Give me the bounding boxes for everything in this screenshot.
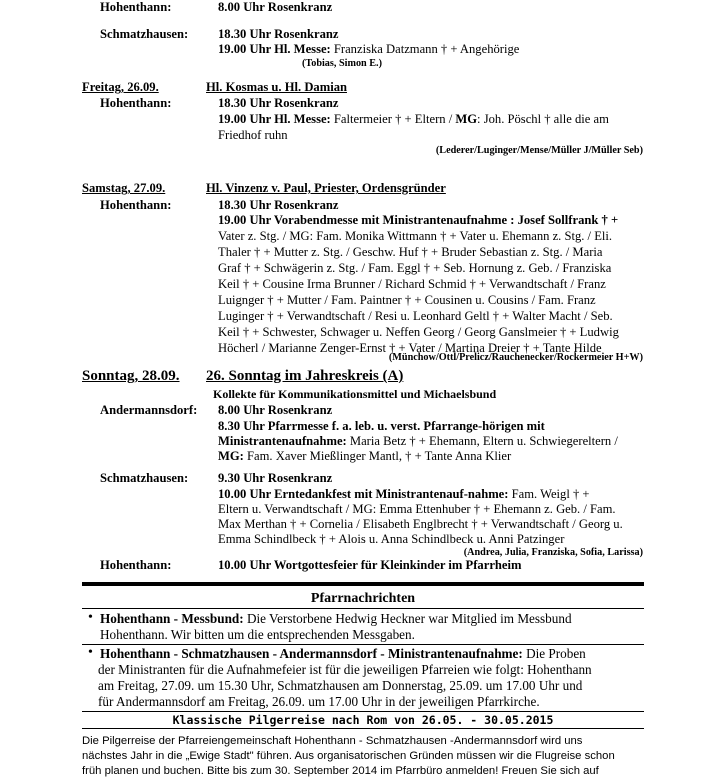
place-schmatzhausen: Schmatzhausen: — [100, 471, 189, 485]
service-line: 18.30 Uhr Rosenkranz — [218, 27, 339, 41]
intention-line: Ministrantenaufnahme: Maria Betz † + Ehemann, Eltern u. Schwiegereltern / — [218, 434, 618, 448]
divider — [82, 608, 644, 609]
intention-line: Luginger † + Verwandtschaft / Resi u. Leonhard Geltl † + Walter Macht / Seb. — [218, 309, 613, 323]
intention-line: Max Merthan † + Cornelia / Elisabeth Englbrecht † + Verwandtschaft / Georg u. — [218, 517, 623, 531]
intention-line: Höcherl / Marianne Zenger-Ernst † + Vater / Martina Dreier † + Tante Hilde — [218, 341, 602, 355]
bullet-icon: • — [88, 645, 93, 660]
place-hohenthann: Hohenthann: — [100, 96, 172, 110]
place-schmatzhausen: Schmatzhausen: — [100, 27, 189, 41]
place-hohenthann: Hohenthann: — [100, 558, 172, 572]
day-heading-friday: Freitag, 26.09. Hl. Kosmas u. Hl. Damian — [82, 80, 347, 94]
divider — [82, 711, 644, 712]
service-line: 19.00 Uhr Hl. Messe: Franziska Datzmann † + Angehörige — [218, 42, 520, 56]
intention-line: MG: Fam. Xaver Mießlinger Mantl, † + Tante Anna Klier — [218, 449, 512, 463]
intention-line: Vater z. Stg. / MG: Fam. Monika Wittmann † + Vater u. Ehemann z. Stg. / Eli. — [218, 229, 613, 243]
pilgrimage-text: Die Pilgerreise der Pfarreiengemeinschaft Hohenthann - Schmatzhausen -Andermannsdorf wird uns — [82, 735, 583, 747]
collection-note: Kollekte für Kommunikationsmittel und Michaelsbund — [213, 387, 497, 401]
intention-line: Thaler † + Mutter z. Stg. / Geschw. Huf † + Bruder Sebastian z. Stg. / Maria — [218, 245, 603, 259]
service-line: 10.00 Uhr Erntedankfest mit Ministrantenauf-nahme: Fam. Weigl † + — [218, 487, 590, 501]
place-hohenthann: Hohenthann: — [100, 0, 172, 14]
intention-line: Eltern u. Verwandtschaft / MG: Emma Ettenhuber † + Ehemann z. Geb. / Fam. — [218, 502, 616, 516]
place-andermannsdorf: Andermannsdorf: — [100, 403, 198, 417]
service-line: 8.00 Uhr Rosenkranz — [218, 0, 333, 14]
place-hohenthann: Hohenthann: — [100, 198, 172, 212]
pilgrimage-text: früh planen und buchen. Bitte bis zum 30. September 2014 im Pfarrbüro anmelden! Freuen Sie sich auf — [82, 765, 599, 777]
service-line: Friedhof ruhn — [218, 128, 288, 142]
day-heading-saturday: Samstag, 27.09. Hl. Vinzenz v. Paul, Priester, Ordensgründer — [82, 181, 446, 195]
intention-line: Emma Schindlbeck † + Alois u. Anna Schindlbeck u. Anni Patzinger — [218, 532, 565, 546]
news-title: Pfarrnachrichten — [310, 591, 416, 606]
intention-line: Keil † + Cousine Irma Brunner / Richard Schmid † + Verwandtschaft / Franz — [218, 277, 606, 291]
divider — [82, 728, 644, 729]
divider — [82, 644, 644, 645]
intention-line: Luignger † + Mutter / Fam. Paintner † + Cousinen u. Cousins / Fam. Franz — [218, 293, 596, 307]
service-line: 10.00 Uhr Wortgottesfeier für Kleinkinder im Pfarrheim — [218, 558, 522, 572]
service-line: 19.00 Uhr Hl. Messe: Faltermeier † + Eltern / MG: Joh. Pöschl † alle die am — [218, 112, 609, 126]
service-line: 8.30 Uhr Pfarrmesse f. a. leb. u. verst. Pfarrange-hörigen mit — [218, 419, 545, 433]
intention-line: Keil † + Schwester, Schwager u. Neffen Georg / Georg Ganslmeier † + Ludwig — [218, 325, 619, 339]
altar-servers: (Münchow/Ottl/Prelicz/Rauchenecker/Rockermeier H+W) — [388, 352, 643, 363]
altar-servers: (Andrea, Julia, Franziska, Sofia, Larissa) — [463, 547, 643, 558]
section-divider — [82, 582, 644, 586]
day-heading-sunday: Sonntag, 28.09. 26. Sonntag im Jahreskreis (A) — [82, 368, 404, 384]
altar-servers: (Tobias, Simon E.) — [301, 58, 382, 69]
service-line: 8.00 Uhr Rosenkranz — [218, 403, 333, 417]
service-line: 9.30 Uhr Rosenkranz — [218, 471, 333, 485]
service-line: 18.30 Uhr Rosenkranz — [218, 96, 339, 110]
pilgrimage-title: Klassische Pilgerreise nach Rom von 26.05. - 30.05.2015 — [172, 713, 554, 727]
pilgrimage-text: nächstes Jahr in die „Ewige Stadt" führen. Aus organisatorischen Gründen müssen wir die Flugreise schon — [82, 750, 615, 762]
intention-line: Graf † + Schwägerin z. Stg. / Fam. Eggl † + Seb. Hornung z. Geb. / Franziska — [218, 261, 612, 275]
service-line: 18.30 Uhr Rosenkranz — [218, 198, 339, 212]
mass-line: 19.00 Uhr Vorabendmesse mit Ministrantenaufnahme : Josef Sollfrank † + — [218, 213, 619, 227]
bullet-icon: • — [88, 610, 93, 625]
altar-servers: (Lederer/Luginger/Mense/Müller J/Müller Seb) — [435, 145, 643, 156]
bulletin-page: Hohenthann: 8.00 Uhr Rosenkranz Schmatzhausen: 18.30 Uhr Rosenkranz 19.00 Uhr Hl. Messe: Franziska Datzmann † + Angehörige (Tobias, Simon E.) Freitag, 26.09. Hl. Kosmas u. Hl. Damian Hohenthann: 18.30 Uhr Rosenkranz 19.00 Uhr Hl. Messe: Faltermeier † + Eltern / MG: Joh. Pöschl † alle die am Friedhof ruhn (Lederer/Luginger/Mense/Müller J/Müller Seb) Samstag, 27.09. Hl. Vinzenz v. Paul, Priester, Ordensgründer Hohenthann: 18.30 Uhr Rosenkranz 19.00 Uhr Vorabendmesse mit Ministrantenaufnahme : Josef Sollfrank † + Vater z. Stg. / MG: Fam. Monika Wittmann † + Vater u. Ehemann z. Stg. / Eli. Thaler † + Mutter z. Stg. / Geschw. Huf † + Bruder Sebastian z. Stg. / Maria Graf † + Schwägerin z. Stg. / Fam. Eggl † + Seb. Hornung z. Geb. / Franziska Keil † + Cousine Irma Brunner / Richard Schmid † + Verwandtschaft / Franz Luignger † + Mutter / Fam. Paintner † + Cousinen u. Cousins / Fam. Franz Luginger † + Verwandtschaft / Resi u. Leonhard Geltl † + Walter Macht / Seb. Keil † + Schwester, Schwager u. Neffen Georg / Georg Ganslmeier † + Ludwig Höcherl / Marianne Zenger-Ernst † + Vater / Martina Dreier † + Tante Hilde (Münchow/Ottl/Prelicz/Rauchenecker/Rockermeier H+W) Sonntag, 28.09. 26. Sonntag im Jahreskreis (A) Kollekte für Kommunikationsmittel und Michaelsbund Andermannsdorf: 8.00 Uhr Rosenkranz 8.30 Uhr Pfarrmesse f. a. leb. u. verst. Pfarrange-hörigen mit Ministrantenaufnahme: Maria Betz † + Ehemann, Eltern u. Schwiegereltern / MG: Fam. Xaver Mießlinger Mantl, † + Tante Anna Klier Schmatzhausen: 9.30 Uhr Rosenkranz 10.00 Uhr Erntedankfest mit Ministrantenauf-nahme: Fam. Weigl † + Eltern u. Verwandtschaft / MG: Emma Ettenhuber † + Ehemann z. Geb. / Fam. Max Merthan † + Cornelia / Elisabeth Englbrecht † + Verwandtschaft / Georg u. Emma Schindlbeck † + Alois u. Anna Schindlbeck u. Anni Patzinger (Andrea, Julia, Franziska, Sofia, Larissa) Hohenthann: 10.00 Uhr Wortgottesfeier für Kleinkinder im Pfarrheim Pfarrnachrichten • Hohenthann - Messbund: Die Verstorbene Hedwig Heckner war Mitglied im Messbund Hohenthann. Wir bitten um die entsprechenden Messgaben. • Hohenthann - Schmatzhausen - Andermannsdorf - Ministrantenaufnahme: Die Proben der Ministranten für die Aufnahmefeier ist für die jeweiligen Pfarreien wie folgt: Hohenthann am Freitag, 27.09. um 15.30 Uhr, Schmatzhausen am Donnerstag, 25.09. um 17.00 Uhr und für Andermannsdorf am Freitag, 26.09. um 17.00 Uhr in der jeweiligen Pfarrkirche. Klassische Pilgerreise nach Rom von 26.05. - 30.05.2015 Die Pilgerreise der Pfarreiengemeinschaft Hohenthann - Schmatzhausen -Andermannsdorf wird uns nächstes Jahr in die „Ewige Stadt" führen. Aus organisatorischen Gründen müssen wir die Flugreise schon früh planen und buchen. Bitte bis zum 30. September 2014 im Pfarrbüro anmelden! Freuen Sie sich auf — [0, 0, 725, 780]
